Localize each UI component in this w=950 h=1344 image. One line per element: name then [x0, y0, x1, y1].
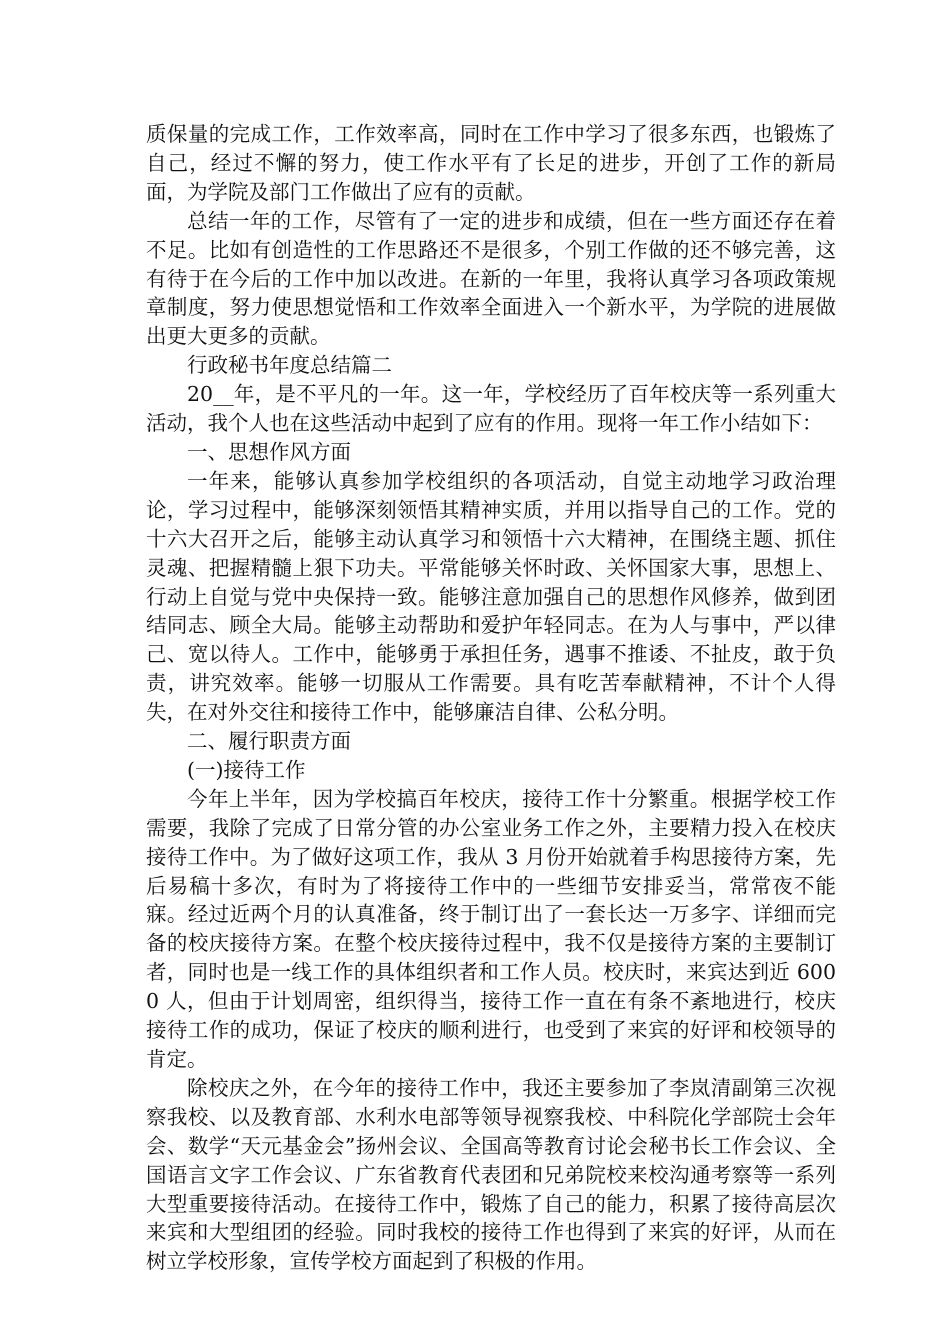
heading-duties: 二、履行职责方面	[187, 729, 351, 754]
paragraph-continued: 质保量的完成工作，工作效率高，同时在工作中学习了很多东西，也锻炼了自己，经过不懈的努力，使工作水平有了长足的进步，开创了工作的新局面，为学院及部门工作做出了应有的贡献。	[146, 122, 836, 204]
paragraph-other-reception: 除校庆之外，在今年的接待工作中，我还主要参加了李岚清副第三次视察我校、以及教育部、水利水电部等领导视察我校、中科院化学部院士会年会、数学“天元基金会”扬州会议、全国高等教育讨论会秘书长工作会议、全国语言文字工作会议、广东省教育代表团和兄弟院校来校沟通考察等一系列大型重要接待活动。在接待工作中，锻炼了自己的能力，积累了接待高层次来宾和大型组团的经验。同时我校的接待工作也得到了来宾的好评，从而在树立学校形象，宣传学校方面起到了积极的作用。	[146, 1075, 836, 1274]
heading-ideology: 一、思想作风方面	[187, 439, 351, 464]
subheading-reception: (一)接待工作	[187, 757, 306, 782]
paragraph-intro: 20__年，是不平凡的一年。这一年，学校经历了百年校庆等一系列重大活动，我个人也在这些活动中起到了应有的作用。现将一年工作小结如下：	[146, 382, 836, 436]
paragraph-summary: 总结一年的工作，尽管有了一定的进步和成绩，但在一些方面还存在着不足。比如有创造性的工作思路还不是很多，个别工作做的还不够完善，这有待于在今后的工作中加以改进。在新的一年里，我将认真学习各项政策规章制度，努力使思想觉悟和工作效率全面进入一个新水平，为学院的进展做出更大更多的贡献。	[146, 208, 836, 349]
paragraph-ideology: 一年来，能够认真参加学校组织的各项活动，自觉主动地学习政治理论，学习过程中，能够深刻领悟其精神实质，并用以指导自己的工作。党的十六大召开之后，能够主动认真学习和领悟十六大精神，在围绕主题、抓住灵魂、把握精髓上狠下功夫。平常能够关怀时政、关怀国家大事，思想上、行动上自觉与党中央保持一致。能够注意加强自己的思想作风修养，做到团结同志、顾全大局。能够主动帮助和爱护年轻同志。在为人与事中，严以律己、宽以待人。工作中，能够勇于承担任务，遇事不推诿、不扯皮，敢于负责，讲究效率。能够一切服从工作需要。具有吃苦奉献精神，不计个人得失，在对外交往和接待工作中，能够廉洁自律、公私分明。	[146, 468, 836, 725]
document-page	[146, 120, 836, 1276]
paragraph-reception: 今年上半年，因为学校搞百年校庆，接待工作十分繁重。根据学校工作需要，我除了完成了日常分管的办公室业务工作之外，主要精力投入在校庆接待工作中。为了做好这项工作，我从 3 月份开始就着手构思接待方案，先后易稿十多次，有时为了将接待工作中的一些细节安排妥当，常常夜不能寐。经过近两个月的认真准备，终于制订出了一套长达一万多字、详细而完备的校庆接待方案。在整个校庆接待过程中，我不仅是接待方案的主要制订者，同时也是一线工作的具体组织者和工作人员。校庆时，来宾达到近 6000 人，但由于计划周密，组织得当，接待工作一直在有条不紊地进行，校庆接待工作的成功，保证了校庆的顺利进行，也受到了来宾的好评和校领导的肯定。	[146, 786, 836, 1071]
section-title: 行政秘书年度总结篇二	[187, 353, 392, 378]
